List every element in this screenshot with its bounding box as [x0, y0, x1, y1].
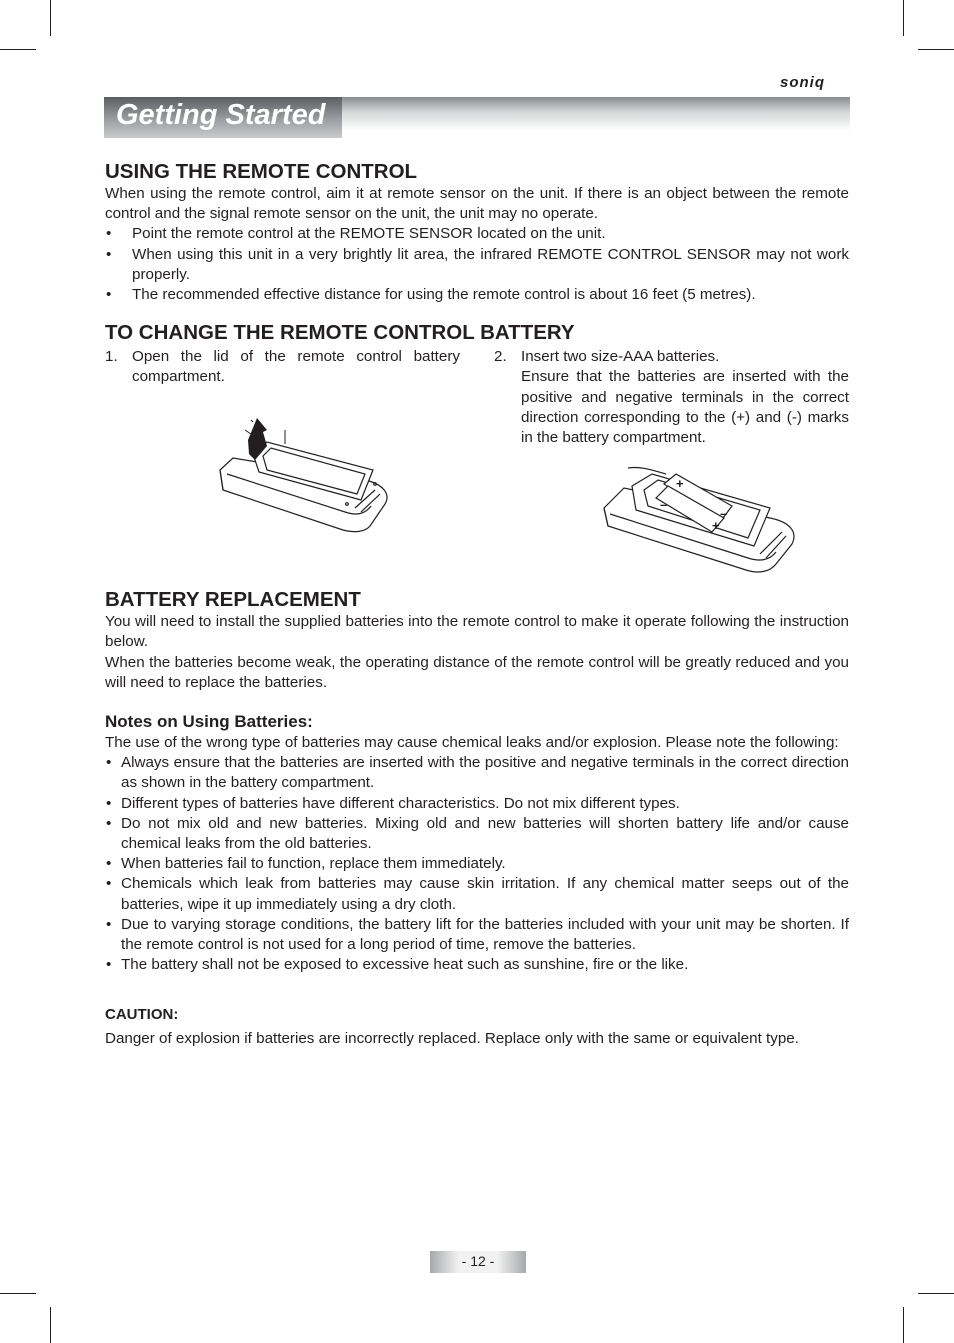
battery-minus-mark: –: [720, 506, 728, 521]
list-item: • When batteries fail to function, replace them immediately.: [105, 854, 849, 874]
notes-bullets: [105, 753, 849, 975]
crop-mark: [50, 1307, 51, 1343]
remote-control-intro: When using the remote control, aim it at remote sensor on the unit. If there is an object between the remote control and the signal remote sensor on the unit, the unit may no operate.: [105, 185, 849, 223]
caution-text: Danger of explosion if batteries are incorrectly replaced. Replace only with the same or equivalent type.: [105, 1030, 799, 1048]
step-text: Ensure that the batteries are inserted with the positive and negative terminals in the correct direction corresponding to the (+) and (-) marks in the battery compartment.: [521, 368, 849, 447]
crop-mark: [918, 49, 954, 50]
list-item: • Always ensure that the batteries are inserted with the positive and negative terminals in the correct direction as shown in the battery compartment.: [105, 753, 849, 793]
replacement-para: When the batteries become weak, the operating distance of the remote control will be greatly reduced and you will need to replace the batteries.: [105, 653, 849, 691]
crop-mark: [903, 1307, 904, 1343]
remote-control-bullets: [105, 224, 849, 305]
list-item: • Do not mix old and new batteries. Mixing old and new batteries will shorten battery life and/or cause chemical leaks from the old batteries.: [105, 814, 849, 854]
step-number: 2.: [494, 348, 507, 366]
list-item: • Different types of batteries have different characteristics. Do not mix different types.: [105, 794, 849, 814]
crop-mark: [918, 1293, 954, 1294]
crop-mark: [903, 0, 904, 36]
notes-heading: Notes on Using Batteries:: [105, 712, 313, 732]
crop-mark: [0, 1293, 36, 1294]
notes-intro: The use of the wrong type of batteries may cause chemical leaks and/or explosion. Please note the following:: [105, 734, 839, 752]
replacement-heading: BATTERY REPLACEMENT: [105, 588, 361, 612]
change-battery-heading: TO CHANGE THE REMOTE CONTROL BATTERY: [105, 321, 575, 345]
step-text: Insert two size-AAA batteries.: [521, 348, 720, 366]
step-text: Open the lid of the remote control battery compartment.: [132, 348, 460, 386]
battery-minus-mark: –: [660, 497, 668, 512]
page-number: - 12 -: [461, 1253, 495, 1269]
list-item: • Due to varying storage conditions, the battery lift for the batteries included with your unit may be shorten. If the remote control is not used for a long period of time, remove the batteries.: [105, 915, 849, 955]
crop-mark: [50, 0, 51, 36]
brand-logo: soniq: [780, 74, 825, 91]
remote-battery-illustration: [600, 458, 805, 578]
battery-plus-mark: +: [712, 518, 720, 533]
page-content: [105, 160, 849, 1050]
list-item: • The battery shall not be exposed to excessive heat such as sunshine, fire or the like.: [105, 955, 849, 975]
list-item: • The recommended effective distance for using the remote control is about 16 feet (5 metres).: [105, 285, 849, 305]
list-item: • Point the remote control at the REMOTE SENSOR located on the unit.: [105, 224, 849, 244]
step-2: [494, 347, 849, 448]
step-number: 1.: [105, 348, 118, 366]
remote-lid-illustration: [215, 408, 395, 538]
caution-heading: CAUTION:: [105, 1006, 179, 1024]
section-title: Getting Started: [116, 99, 326, 131]
crop-mark: [0, 49, 36, 50]
battery-plus-mark: +: [676, 476, 684, 491]
replacement-para: You will need to install the supplied batteries into the remote control to make it operate following the instruction below.: [105, 613, 849, 651]
list-item: • When using this unit in a very brightly lit area, the infrared REMOTE CONTROL SENSOR may not work properly.: [105, 245, 849, 285]
list-item: • Chemicals which leak from batteries may cause skin irritation. If any chemical matter seeps out of the batteries, wipe it up immediately using a dry cloth.: [105, 874, 849, 914]
remote-control-heading: USING THE REMOTE CONTROL: [105, 160, 418, 183]
